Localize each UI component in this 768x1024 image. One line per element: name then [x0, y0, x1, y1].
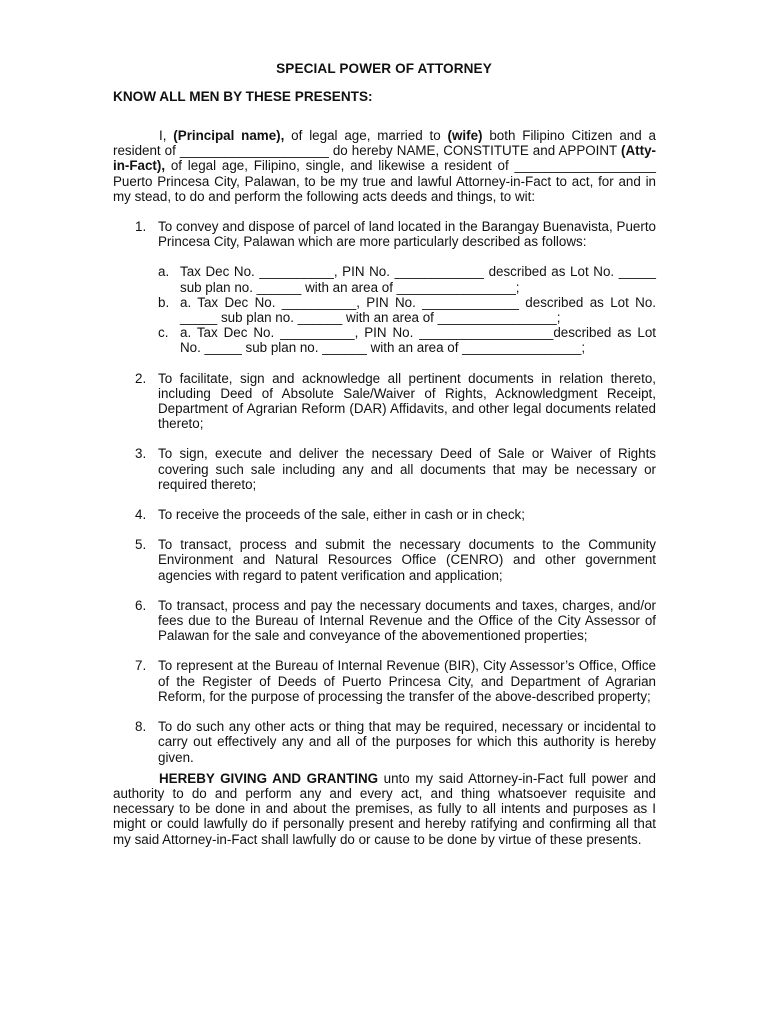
list-item	[113, 658, 656, 704]
intro-paragraph	[113, 128, 656, 204]
item-text: To transact, process and submit the necessary documents to the Community Environment and Natural Resources Office (CENRO) and other government agencies with regard to patent verification and application;	[158, 537, 656, 583]
item-number: 5.	[135, 537, 147, 553]
document-title: SPECIAL POWER OF ATTORNEY	[276, 61, 492, 76]
item-number: 8.	[135, 719, 147, 735]
property-letter: b.	[158, 294, 170, 310]
property-item	[158, 295, 656, 325]
item-number: 2.	[135, 370, 147, 386]
property-item	[158, 325, 656, 355]
item-number: 1.	[135, 219, 147, 235]
property-letter: a.	[158, 264, 170, 280]
list-item	[113, 219, 656, 356]
item-number: 7.	[135, 658, 147, 674]
item-number: 3.	[135, 446, 147, 462]
item-text: To sign, execute and deliver the necessary Deed of Sale or Waiver of Rights covering such sale including any and all documents that may be necessary or required thereto;	[158, 446, 656, 492]
property-item	[158, 264, 656, 294]
item-text: To transact, process and pay the necessary documents and taxes, charges, and/or fees due to the Bureau of Internal Revenue and the Office of the City Assessor of Palawan for the sale and conveyance of the abovementioned properties;	[158, 597, 656, 644]
list-item	[113, 537, 656, 583]
property-text: Tax Dec No. __________, PIN No. ____________ described as Lot No. _____ sub plan no. ______ with an area of ________________;	[180, 264, 656, 295]
property-text: a. Tax Dec No. __________, PIN No. _____________ described as Lot No. _____ sub plan no. ______ with an area of ________________;	[180, 294, 656, 326]
property-letter: c.	[158, 325, 169, 341]
property-text: a. Tax Dec No. __________, PIN No. __________________described as Lot No. _____ sub plan no. ______ with an area of ________________;	[180, 325, 656, 356]
property-list	[158, 264, 656, 355]
closing-text: unto my said Attorney-in-Fact full power and authority to do and perform any and every act, and thing whatsoever requisite and necessary to be done in and about the premises, as fully to all intents and purposes as I might or could lawfully do if personally present and hereby ratifying and confirming all that my said Attorney-in-Fact shall lawfully do or cause to be done by virtue of these presents.	[113, 770, 656, 847]
document-heading: KNOW ALL MEN BY THESE PRESENTS:	[113, 89, 373, 104]
intro-text-3: both Filipino Citizen and a resident of ____________________ do hereby NAME, CONSTITUTE and APPOINT	[113, 128, 656, 159]
item-text: To represent at the Bureau of Internal Revenue (BIR), City Assessor’s Office, Office of the Register of Deeds of Puerto Princesa City, and Department of Agrarian Reform, for the purpose of processing the transfer of the above-described property;	[158, 658, 656, 704]
item-text: To receive the proceeds of the sale, either in cash or in check;	[158, 507, 525, 523]
list-item	[113, 598, 656, 644]
list-item	[113, 371, 656, 432]
closing-paragraph	[113, 771, 656, 847]
list-item	[113, 719, 656, 765]
list-item	[113, 446, 656, 492]
item-number: 4.	[135, 507, 147, 523]
wife-name: (wife)	[447, 128, 483, 143]
closing-bold: HEREBY GIVING AND GRANTING	[159, 770, 379, 786]
item-text: To convey and dispose of parcel of land located in the Barangay Buenavista, Puerto Princesa City, Palawan which are more particularly described as follows:	[158, 219, 656, 250]
powers-list	[113, 219, 656, 765]
item-number: 6.	[135, 597, 147, 613]
list-item	[113, 507, 656, 522]
item-text: To do such any other acts or thing that may be required, necessary or incidental to carry out effectively any and all of the purposes for which this authority is hereby given.	[158, 719, 656, 765]
intro-text-1: I,	[159, 128, 174, 143]
item-text: To facilitate, sign and acknowledge all pertinent documents in relation thereto, including Deed of Absolute Sale/Waiver of Rights, Acknowledgment Receipt, Department of Agrarian Reform (DAR) Affidavits, and other legal documents related thereto;	[158, 370, 656, 432]
document-body	[113, 128, 656, 847]
attorney-in-fact-name: (Atty-in-Fact),	[113, 143, 656, 174]
principal-name: (Principal name),	[173, 128, 285, 143]
intro-text-4: of legal age, Filipino, single, and likewise a resident of ___________________ Puerto Princesa City, Palawan, to be my true and lawful Attorney-in-Fact to act, for and in my stead, to do and perform the following acts deeds and things, to wit:	[113, 158, 656, 204]
intro-text-2: of legal age, married to	[284, 128, 448, 143]
